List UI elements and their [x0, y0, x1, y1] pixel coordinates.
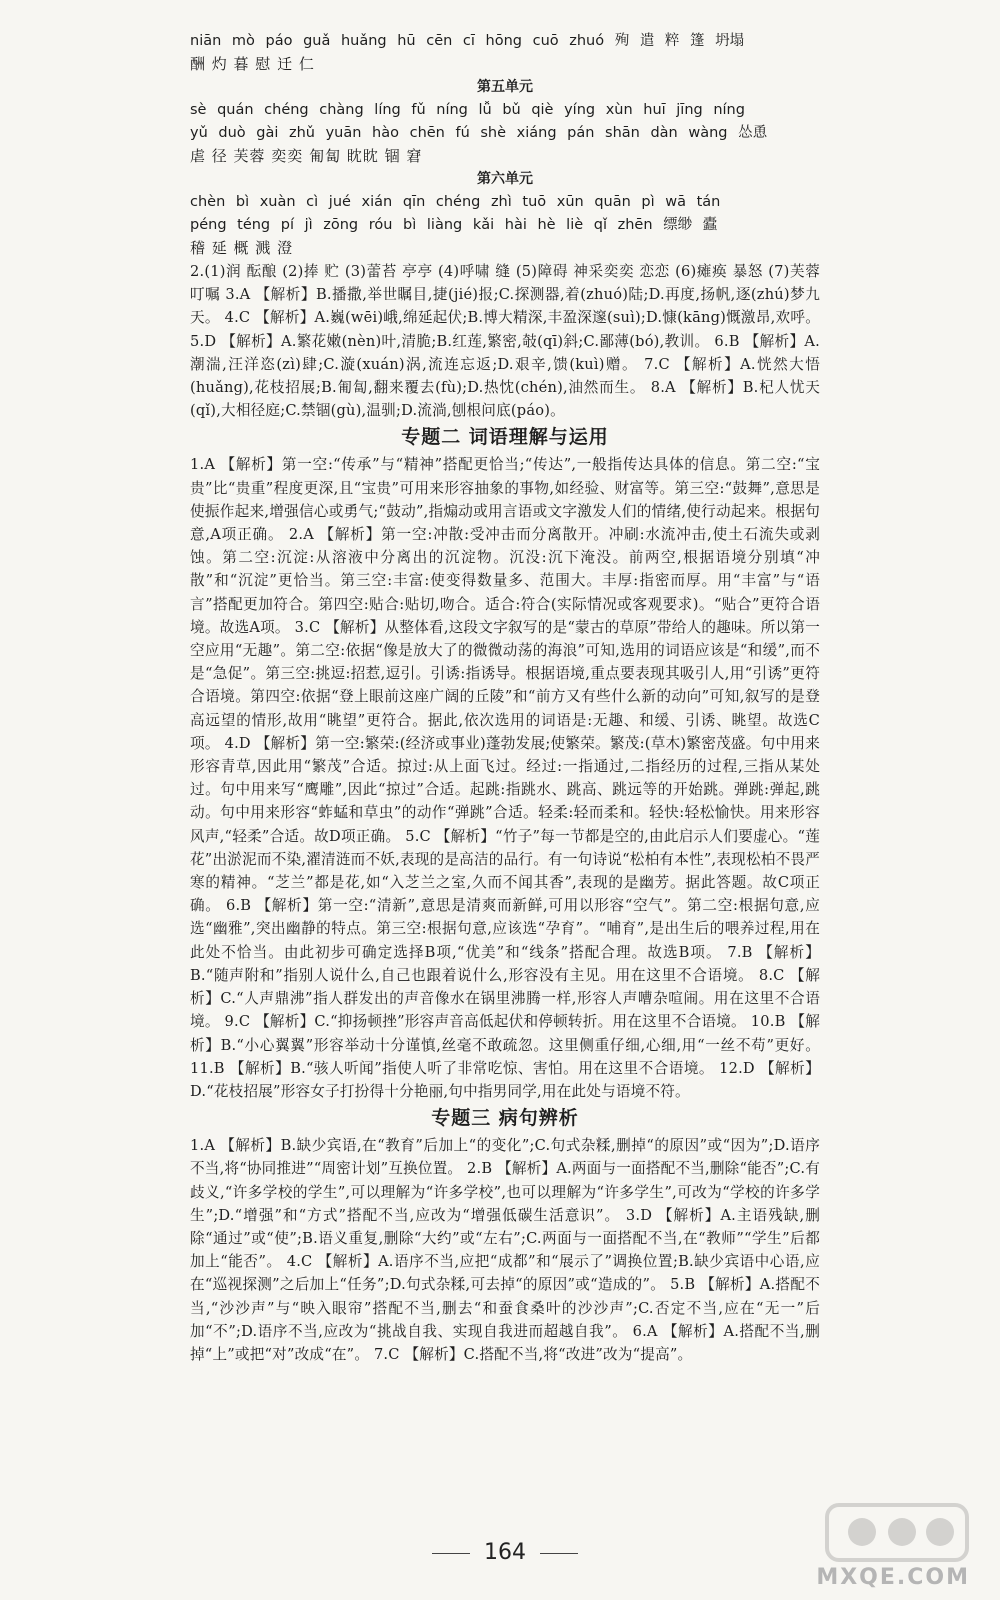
answer-page: [190, 30, 820, 1565]
topic-title: 专题二 词语理解与运用: [401, 426, 609, 449]
divider: [432, 1553, 470, 1554]
pinyin-line: sè quán chéng chàng líng fǔ níng lǚ bǔ qiè yíng xùn huī jīng níng: [190, 102, 745, 118]
pinyin-line: niān mò páo guǎ huǎng hū cēn cī hōng cuō zhuó 殉 遣 粹 篷 坍塌: [190, 33, 745, 49]
pinyin-line: chèn bì xuàn cì jué xián qīn chéng zhì tuō xūn quān pì wā tán: [190, 194, 721, 210]
pinyin-line: yǔ duò gài zhǔ yuān hào chēn fú shè xiáng pán shān dàn wàng 怂恿: [190, 125, 768, 141]
topic-title: 专题三 病句辨析: [431, 1107, 579, 1130]
unit-heading: 第五单元: [477, 79, 533, 95]
page-number-text: 164: [484, 1540, 526, 1565]
unit-heading: 第六单元: [477, 171, 533, 187]
pinyin-line: péng téng pí jì zōng róu bì liàng kǎi hài hè liè qǐ zhēn 缥缈 蠹: [190, 217, 718, 233]
topic-body: 1.A 【解析】B.缺少宾语,在“教育”后加上“的变化”;C.句式杂糅,删掉“的原因”或“因为”;D.语序不当,将“协同推进”“周密计划”互换位置。 2.B 【解析】A.两面与一面搭配不当,删除“能否”;C.有歧义,“许多学校的学生”,可以理解为“许多学校”,也可以理解为“许多学生”,可改为“学校的许多学生”;D.“增强”和“方式”搭配不当,应改为“增强低碳生活意识”。 3.D 【解析】A.主语残缺,删除“通过”或“使”;B.语义重复,删除“大约”或“左右”;C.两面与一面搭配不当,在“教师”“学生”后都加上“能否”。 4.C 【解析】A.语序不当,应把“成都”和“展示了”调换位置;B.缺少宾语中心语,应在“巡视探测”之后加上“任务”;D.句式杂糅,可去掉“的原因”或“造成的”。 5.B 【解析】A.搭配不当,“沙沙声”与“映入眼帘”搭配不当,删去“和蚕食桑叶的沙沙声”;C.否定不当,应在“无一”后加“不”;D.语序不当,应改为“挑战自我、实现自我进而超越自我”。 6.A 【解析】A.搭配不当,删掉“上”或把“对”改成“在”。 7.C 【解析】C.搭配不当,将“改进”改为“提高”。: [190, 1137, 820, 1363]
char-line: 稽 延 概 溅 澄: [190, 239, 294, 257]
char-line: 酬 灼 暮 慰 迁 仁: [190, 55, 315, 73]
watermark-text: MXQE.COM: [816, 1565, 970, 1590]
divider: [540, 1553, 578, 1554]
answer-paragraph-q2: 2.(1)润 酝酿 (2)捧 贮 (3)蕾苔 亭亭 (4)呼啸 缝 (5)障碍 神采奕奕 恋恋 (6)瘫痪 暴怒 (7)芙蓉 叮嘱 3.A 【解析】B.播撒,举世瞩目,捷(jié)报;C.探测器,着(zhuó)陆;D.再度,扬帆,逐(zhú)梦九天。 4.C 【解析】A.巍(wēi)峨,绵延起伏;B.博大精深,丰盈深邃(suì);D.慷(kāng)慨激昂,欢呼。 5.D 【解析】A.繁花嫩(nèn)叶,清脆;B.红莲,繁密,攲(qī)斜;C.鄙薄(bó),教训。 6.B 【解析】A.潮湍,汪洋恣(zì)肆;C.漩(xuán)涡,流连忘返;D.艰辛,馈(kuì)赠。 7.C 【解析】A.恍然大悟(huǎng),花枝招展;B.匍匐,翻来覆去(fù);D.热忱(chén),油然而生。 8.A 【解析】B.杞人忧天(qǐ),大相径庭;C.禁锢(gù),温驯;D.流淌,刨根问底(páo)。: [190, 263, 820, 420]
char-line: 虐 径 芙蓉 奕奕 匍匐 眈眈 锢 窘: [190, 147, 423, 165]
topic-body: 1.A 【解析】第一空:“传承”与“精神”搭配更恰当;“传达”,一般指传达具体的信息。第二空:“宝贵”比“贵重”程度更深,且“宝贵”可用来形容抽象的事物,如经验、财富等。第三空:“鼓舞”,意思是使振作起来,增强信心或勇气;“鼓动”,指煽动或用言语或文字激发人们的情绪,使行动起来。根据句意,A项正确。 2.A 【解析】第一空:冲散:受冲击而分离散开。冲刷:水流冲击,使土石流失或剥蚀。第二空:沉淀:从溶液中分离出的沉淀物。沉没:沉下淹没。前两空,根据语境分别填“冲散”和“沉淀”更恰当。第三空:丰富:使变得数量多、范围大。丰厚:指密而厚。用“丰富”与“语言”搭配更加符合。第四空:贴合:贴切,吻合。适合:符合(实际情况或客观要求)。“贴合”更符合语境。故选A项。 3.C 【解析】从整体看,这段文字叙写的是“蒙古的草原”带给人的趣味。所以第一空应用“无趣”。第二空:依据“像是放大了的微微动荡的海浪”可知,选用的词语应该是“和缓”,而不是“急促”。第三空:挑逗:招惹,逗引。引诱:指诱导。根据语境,重点要表现其吸引人,用“引诱”更符合语境。第四空:依据“登上眼前这座广阔的丘陵”和“前方又有些什么新的动向”可知,叙写的是登高远望的情形,故用“眺望”更符合。据此,依次选用的词语是:无趣、和缓、引诱、眺望。故选C项。 4.D 【解析】第一空:繁荣:(经济或事业)蓬勃发展;使繁荣。繁茂:(草木)繁密茂盛。句中用来形容青草,因此用“繁茂”合适。掠过:从上面飞过。经过:一指通过,二指经历的过程,三指从某处过。句中用来写“鹰雕”,因此“掠过”合适。起跳:指跳水、跳高、跳远等的开始跳。弹跳:弹起,跳动。句中用来形容“蚱蜢和草虫”的动作“弹跳”合适。轻柔:轻而柔和。轻快:轻松愉快。用来形容风声,“轻柔”合适。故D项正确。 5.C 【解析】“竹子”每一节都是空的,由此启示人们要虚心。“莲花”出淤泥而不染,濯清涟而不妖,表现的是高洁的品行。有一句诗说“松柏有本性”,表现松柏不畏严寒的精神。“芝兰”都是花,如“入芝兰之室,久而不闻其香”,表现的是幽芳。据此答题。故C项正确。 6.B 【解析】第一空:“清新”,意思是清爽而新鲜,可用以形容“空气”。第二空:根据句意,应选“幽雅”,突出幽静的特点。第三空:根据句意,应该选“孕育”。“哺育”,是出生后的喂养过程,用在此处不恰当。由此初步可确定选择B项,“优美”和“线条”搭配合理。故选B项。 7.B 【解析】B.“随声附和”指别人说什么,自己也跟着说什么,形容没有主见。用在这里不合语境。 8.C 【解析】C.“人声鼎沸”指人群发出的声音像水在锅里沸腾一样,形容人声嘈杂喧闹。用在这里不合语境。 9.C 【解析】C.“抑扬顿挫”形容声音高低起伏和停顿转折。用在这里不合语境。 10.B 【解析】B.“小心翼翼”形容举动十分谨慎,丝毫不敢疏忽。这里侧重仔细,心细,用“一丝不苟”更好。 11.B 【解析】B.“骇人听闻”指使人听了非常吃惊、害怕。用在这里不合语境。 12.D 【解析】D.“花枝招展”形容女子打扮得十分艳丽,句中指男同学,用在此处与语境不符。: [190, 456, 820, 1100]
page-number: [190, 1540, 820, 1565]
